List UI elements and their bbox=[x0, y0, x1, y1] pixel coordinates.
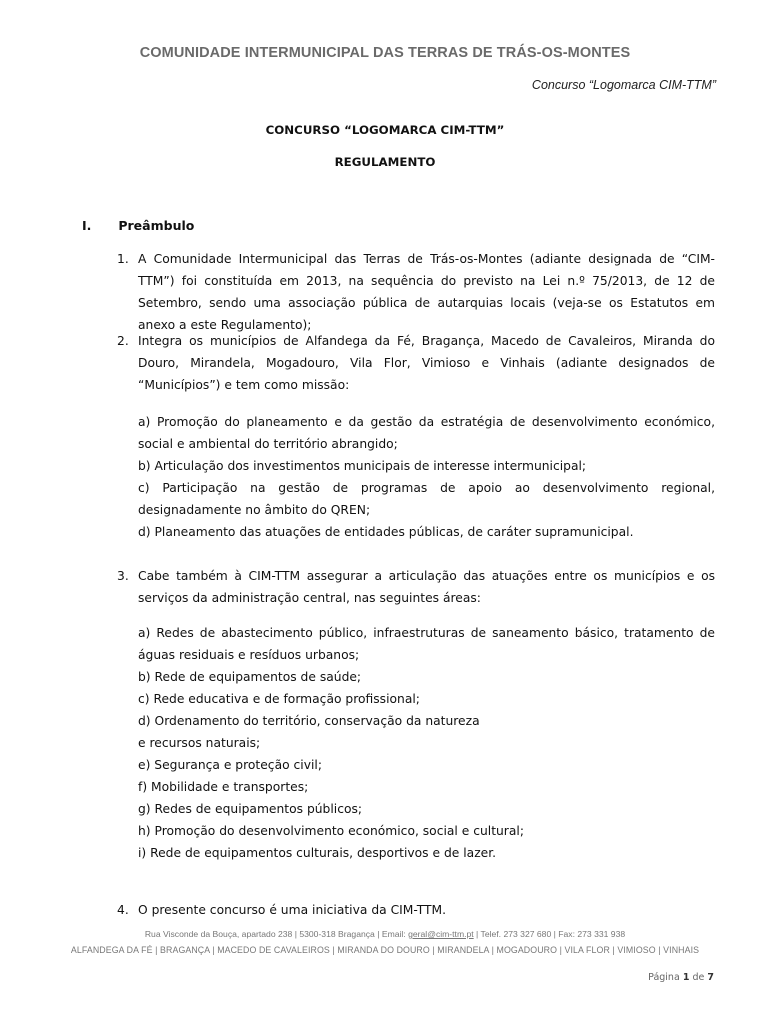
document-subtitle: REGULAMENTO bbox=[334, 155, 436, 169]
page-of: de bbox=[692, 972, 705, 983]
item-2-subitems bbox=[138, 411, 715, 543]
section-heading bbox=[82, 218, 194, 233]
list-item-1 bbox=[117, 248, 715, 336]
subitem: b) Articulação dos investimentos municipais de interesse intermunicipal; bbox=[138, 459, 587, 473]
page-total: 7 bbox=[707, 972, 714, 983]
subitem: f) Mobilidade e transportes; bbox=[138, 780, 309, 794]
subitem: e) Segurança e proteção civil; bbox=[138, 758, 322, 772]
footer-address-start: Rua Visconde da Bouça, apartado 238 | 5300-318 Bragança | Email: bbox=[144, 929, 409, 939]
item-text: A Comunidade Intermunicipal das Terras de Trás-os-Montes (adiante designada de “CIM-TTM”) foi constituída em 2013, na sequência do previsto na Lei n.º 75/2013, de 12 de Setembro, sendo uma associação pública de autarquias locais (veja-se os Estatutos em anexo a este Regulamento); bbox=[138, 252, 715, 332]
item-text: Cabe também à CIM-TTM assegurar a articulação das atuações entre os municípios e os serviços da administração central, nas seguintes áreas: bbox=[138, 569, 715, 605]
item-text: O presente concurso é uma iniciativa da CIM-TTM. bbox=[138, 903, 447, 917]
subitem: a) Promoção do planeamento e da gestão da estratégia de desenvolvimento económico, social e ambiental do território abrangido; bbox=[138, 415, 715, 451]
subitem: i) Rede de equipamentos culturais, desportivos e de lazer. bbox=[138, 846, 497, 860]
subitem: a) Redes de abastecimento público, infraestruturas de saneamento básico, tratamento de águas residuais e resíduos urbanos; bbox=[138, 626, 715, 662]
item-number: 2. bbox=[117, 334, 129, 348]
subitem: g) Redes de equipamentos públicos; bbox=[138, 802, 363, 816]
subitem: c) Participação na gestão de programas de apoio ao desenvolvimento regional, designadamente no âmbito do QREN; bbox=[138, 481, 715, 517]
section-number: I. bbox=[82, 218, 92, 233]
list-item-3 bbox=[117, 565, 715, 609]
document-title: CONCURSO “LOGOMARCA CIM-TTM” bbox=[265, 123, 505, 137]
item-3-subitems bbox=[138, 622, 715, 864]
footer-address-end: | Telef. 273 327 680 | Fax: 273 331 938 bbox=[473, 929, 626, 939]
footer-address bbox=[0, 929, 770, 939]
page-current: 1 bbox=[682, 972, 690, 983]
subitem: d) Ordenamento do território, conservação da natureza bbox=[138, 714, 480, 728]
section-title: Preâmbulo bbox=[118, 218, 195, 233]
list-item-2 bbox=[117, 330, 715, 396]
header-subtitle: Concurso “Logomarca CIM-TTM” bbox=[531, 78, 716, 92]
subitem: c) Rede educativa e de formação profissional; bbox=[138, 692, 420, 706]
subitem: b) Rede de equipamentos de saúde; bbox=[138, 670, 362, 684]
footer-municipalities: ALFANDEGA DA FÉ | BRAGANÇA | MACEDO DE CAVALEIROS | MIRANDA DO DOURO | MIRANDELA | MOGADOURO | VILA FLOR | VIMIOSO | VINHAIS bbox=[70, 945, 700, 955]
subitem: e recursos naturais; bbox=[138, 736, 261, 750]
page-number bbox=[648, 972, 714, 983]
subitem: h) Promoção do desenvolvimento económico, social e cultural; bbox=[138, 824, 524, 838]
list-item-4 bbox=[117, 899, 715, 921]
header-organization: COMUNIDADE INTERMUNICIPAL DAS TERRAS DE TRÁS-OS-MONTES bbox=[139, 45, 631, 61]
item-number: 4. bbox=[117, 903, 129, 917]
item-number: 3. bbox=[117, 569, 129, 583]
item-number: 1. bbox=[117, 252, 129, 266]
email-link[interactable]: geral@cim-ttm.pt bbox=[408, 929, 474, 939]
subitem: d) Planeamento das atuações de entidades públicas, de caráter supramunicipal. bbox=[138, 525, 634, 539]
item-text: Integra os municípios de Alfandega da Fé, Bragança, Macedo de Cavaleiros, Miranda do Douro, Mirandela, Mogadouro, Vila Flor, Vimioso e Vinhais (adiante designados de “Municípios”) e tem como missão: bbox=[138, 334, 715, 392]
page-label: Página bbox=[648, 972, 680, 983]
